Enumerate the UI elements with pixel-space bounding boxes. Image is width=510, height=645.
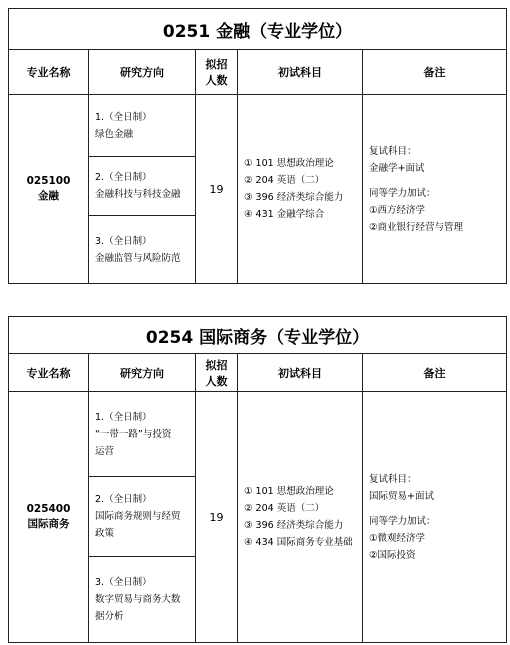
exam-item: ② 204 英语（二）	[244, 175, 325, 186]
direction-mode: 1.（全日制）	[95, 411, 152, 423]
exam-item: ② 204 英语（二）	[244, 503, 325, 514]
header-notes: 备注	[363, 50, 507, 95]
table-title: 0254 国际商务（专业学位）	[9, 317, 507, 354]
major-cell	[9, 392, 89, 643]
exam-item: ④ 431 金融学综合	[244, 209, 325, 220]
header-major: 专业名称	[9, 50, 89, 95]
direction-item	[89, 95, 196, 157]
extra-exam-item: ①微观经济学	[369, 532, 426, 544]
retest-value: 金融学+面试	[369, 162, 425, 174]
quota-value: 19	[196, 95, 238, 284]
exam-item: ③ 396 经济类综合能力	[244, 520, 344, 531]
header-direction: 研究方向	[89, 50, 196, 95]
direction-name: “一带一路”与投资	[95, 428, 172, 440]
header-direction: 研究方向	[89, 354, 196, 392]
direction-item	[89, 477, 196, 557]
header-quota-line1: 拟招	[205, 358, 228, 372]
header-notes: 备注	[363, 354, 507, 392]
exam-item: ③ 396 经济类综合能力	[244, 192, 344, 203]
major-code: 025400	[26, 503, 71, 515]
header-quota-line1: 拟招	[205, 58, 228, 71]
quota-value: 19	[196, 392, 238, 643]
major-cell	[9, 95, 89, 284]
direction-name: 国际商务规则与经贸	[95, 511, 181, 522]
admissions-table-finance	[8, 8, 507, 284]
direction-name-cont: 运营	[95, 445, 115, 457]
exam-item: ① 101 思想政治理论	[244, 486, 334, 497]
direction-name-cont: 政策	[95, 528, 115, 539]
direction-name-cont: 据分析	[95, 611, 124, 622]
table-title: 0251 金融（专业学位）	[9, 9, 507, 50]
direction-mode: 2.（全日制）	[95, 494, 152, 505]
major-name: 金融	[38, 190, 59, 202]
notes-cell	[363, 392, 507, 643]
direction-name: 数字贸易与商务大数	[95, 594, 181, 605]
header-exam: 初试科目	[238, 50, 363, 95]
direction-item	[89, 557, 196, 643]
retest-label: 复试科目：	[369, 473, 417, 485]
direction-name: 绿色金融	[95, 128, 134, 140]
direction-mode: 2.（全日制）	[95, 172, 152, 183]
header-quota	[196, 354, 238, 392]
extra-exam-item: ②国际投资	[369, 549, 416, 561]
exam-subjects	[238, 95, 363, 284]
direction-item	[89, 157, 196, 216]
direction-name: 金融监管与风险防范	[95, 252, 181, 264]
header-major: 专业名称	[9, 354, 89, 392]
exam-item: ① 101 思想政治理论	[244, 158, 334, 169]
extra-exam-item: ②商业银行经营与管理	[369, 221, 464, 233]
extra-exam-label: 同等学力加试：	[369, 187, 436, 199]
admissions-table-intl-business	[8, 316, 507, 643]
extra-exam-item: ①西方经济学	[369, 204, 426, 216]
extra-exam-label: 同等学力加试：	[369, 515, 436, 527]
major-code: 025100	[26, 175, 71, 187]
notes-cell	[363, 95, 507, 284]
retest-value: 国际贸易+面试	[369, 490, 434, 502]
direction-mode: 3.（全日制）	[95, 577, 152, 588]
header-quota-line2: 人数	[205, 74, 228, 87]
direction-item	[89, 216, 196, 284]
header-quota-line2: 人数	[205, 374, 228, 388]
exam-subjects	[238, 392, 363, 643]
retest-label: 复试科目：	[369, 145, 417, 157]
direction-mode: 3.（全日制）	[95, 235, 152, 247]
direction-item	[89, 392, 196, 477]
header-exam: 初试科目	[238, 354, 363, 392]
direction-name: 金融科技与科技金融	[95, 189, 181, 200]
direction-mode: 1.（全日制）	[95, 111, 152, 123]
major-name: 国际商务	[27, 518, 70, 530]
header-quota	[196, 50, 238, 95]
exam-item: ④ 434 国际商务专业基础	[244, 537, 353, 548]
